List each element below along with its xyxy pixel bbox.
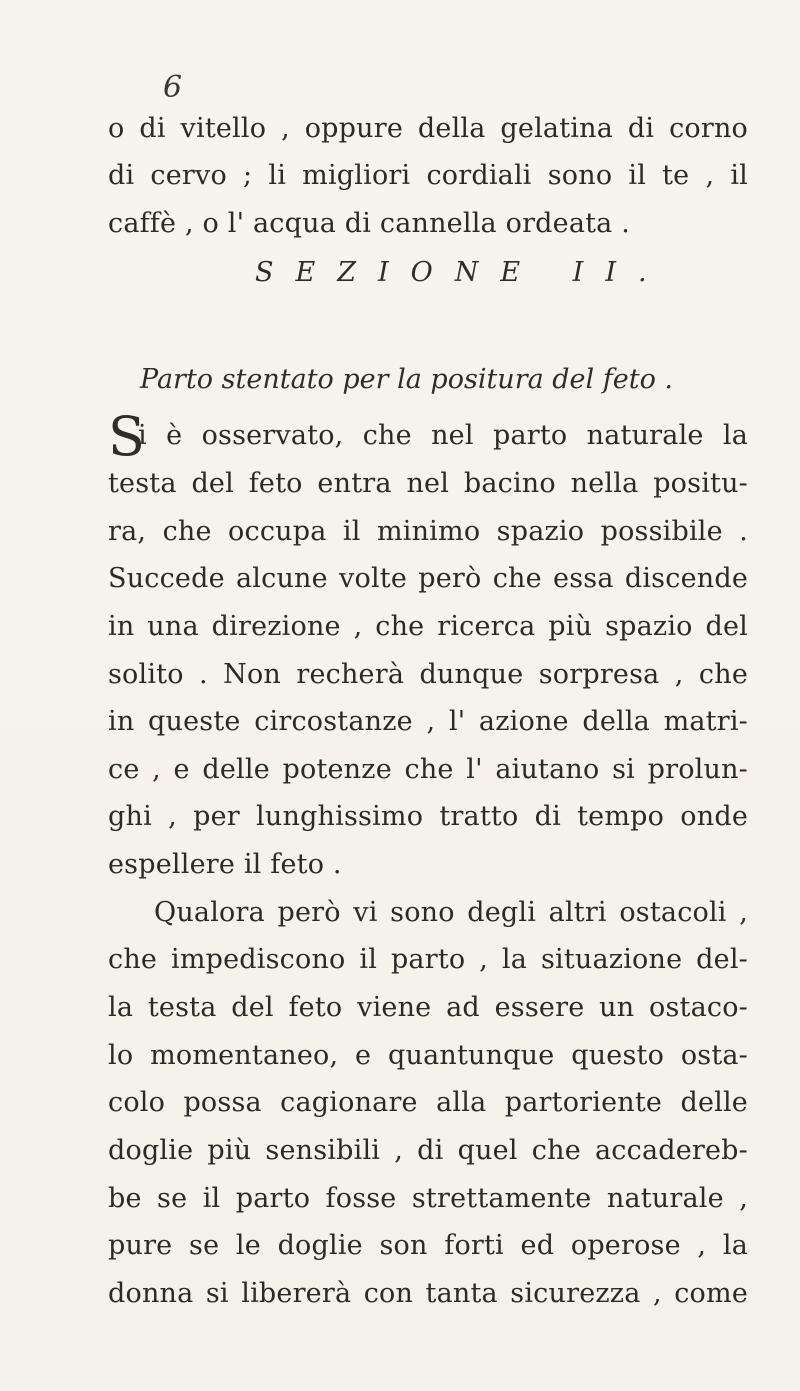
text-line: che impediscono il parto , la situazione del- — [108, 944, 748, 975]
text-line: donna si libererà con tanta sicurezza , come — [108, 1278, 748, 1309]
text-line: di cervo ; li migliori cordiali sono il te , il — [108, 160, 748, 191]
text-line: ra, che occupa il minimo spazio possibile . — [108, 516, 748, 547]
text-line: ghi , per lunghissimo tratto di tempo onde — [108, 801, 748, 832]
text-line: in una direzione , che ricerca più spazio del — [108, 611, 748, 642]
text-line: lo momentaneo, e quantunque questo osta- — [108, 1040, 748, 1071]
drop-cap: S — [108, 405, 145, 468]
text-line: o di vitello , oppure della gelatina di corno — [108, 113, 748, 144]
section-heading: SEZIONE II. — [255, 257, 669, 288]
text-line: caffè , o l' acqua di cannella ordeata . — [108, 208, 631, 239]
text-line: Succede alcune volte però che essa discende — [108, 563, 748, 594]
text-line: doglie più sensibili , di quel che accadereb- — [108, 1135, 748, 1166]
text-line: espellere il feto . — [108, 849, 342, 880]
text-line: solito . Non recherà dunque sorpresa , che — [108, 659, 748, 690]
text-line: la testa del feto viene ad essere un ostaco- — [108, 992, 748, 1023]
text-line: Qualora però vi sono degli altri ostacoli , — [154, 897, 748, 928]
text-line: pure se le doglie son forti ed operose , la — [108, 1230, 748, 1261]
text-line: colo possa cagionare alla partoriente delle — [108, 1087, 748, 1118]
text-line: be se il parto fosse strettamente naturale , — [108, 1183, 748, 1214]
text-line: testa del feto entra nel bacino nella positu- — [108, 468, 748, 499]
text-line: i è osservato, che nel parto naturale la — [138, 420, 748, 451]
text-line: ce , e delle potenze che l' aiutano si prolun- — [108, 754, 748, 785]
text-line: in queste circostanze , l' azione della matri- — [108, 706, 748, 737]
section-subtitle: Parto stentato per la positura del feto . — [140, 364, 673, 395]
page-number: 6 — [163, 70, 183, 105]
